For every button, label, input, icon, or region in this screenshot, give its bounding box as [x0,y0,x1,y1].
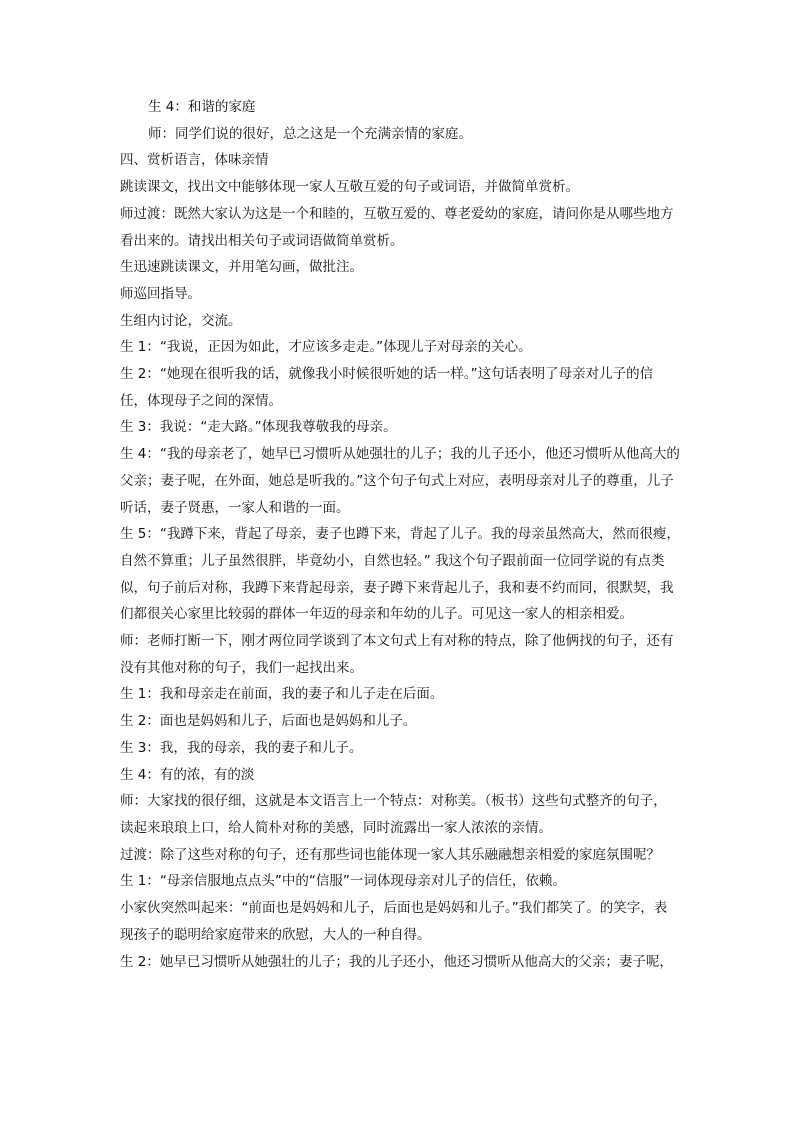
paragraph: 生 2：“她现在很听我的话，就像我小时候很听她的话一样。”这句话表明了母亲对儿子的信任，体现母子之间的深情。 [120,366,654,409]
paragraph: 师：老师打断一下，刚才两位同学谈到了本文句式上有对称的特点，除了他俩找的句子，还有没有其他对称的句子，我们一起找出来。 [120,633,674,676]
paragraph: 生 4：有的浓，有的淡 [120,766,255,783]
paragraph: 师：同学们说的很好，总之这是一个充满亲情的家庭。 [148,125,472,142]
paragraph: 生组内讨论，交流。 [120,312,242,329]
paragraph: 生 5：“我蹲下来，背起了母亲，妻子也蹲下来，背起了儿子。我的母亲虽然高大，然而很瘦，自然不算重；儿子虽然很胖，毕竟幼小，自然也轻。” 我这个句子跟前面一位同学说的有点类似，句子前后对称，我蹲下来背起母亲，妻子蹲下来背起儿子，我和妻不约而同，很默契，我们都很关心家里比较弱的群体一年迈的母亲和年幼的儿子。可见这一家人的相亲相爱。 [120,526,680,623]
paragraph: 生迅速跳读课文，并用笔勾画，做批注。 [120,259,363,276]
paragraph: 生 1：“母亲信服地点点头”中的“信服”一词体现母亲对儿子的信任，依赖。 [120,873,566,890]
section-heading: 四、赏析语言，体味亲情 [120,152,269,169]
paragraph: 生 3：我说：“走大路。”体现我尊敬我的母亲。 [120,419,397,436]
paragraph: 师巡回指导。 [120,285,201,302]
paragraph: 师过渡：既然大家认为这是一个和睦的，互敬互爱的、尊老爱幼的家庭，请问你是从哪些地方看出来的。请找出相关句子或词语做简单赏析。 [120,205,674,249]
paragraph: 生 4：“我的母亲老了，她早已习惯听从她强壮的儿子；我的儿子还小，他还习惯听从他高大的父亲；妻子呢，在外面，她总是听我的。”这个句子句式上对应，表明母亲对儿子的尊重，儿子听话，妻子贤惠，一家人和谐的一面。 [120,446,680,516]
paragraph: 师：大家找的很仔细，这就是本文语言上一个特点：对称美。（板书）这些句式整齐的句子，读起来琅琅上口，给人简朴对称的美感，同时流露出一家人浓浓的亲情。 [120,793,667,836]
paragraph: 生 2：她早已习惯听从她强壮的儿子；我的儿子还小，他还习惯听从他高大的父亲；妻子呢， [120,953,673,970]
paragraph: 生 4：和谐的家庭 [148,99,256,115]
paragraph: 生 2：面也是妈妈和儿子，后面也是妈妈和儿子。 [120,713,417,730]
paragraph: 生 1：“我说，正因为如此，才应该多走走。”体现儿子对母亲的关心。 [120,339,532,356]
paragraph: 小家伙突然叫起来：“前面也是妈妈和儿子，后面也是妈妈和儿子。”我们都笑了。的笑字，表现孩子的聪明给家庭带来的欣慰，大人的一种自得。 [120,900,668,943]
paragraph: 生 3：我，我的母亲，我的妻子和儿子。 [120,739,363,756]
paragraph: 跳读课文，找出文中能够体现一家人互敬互爱的句子或词语，并做简单赏析。 [120,179,579,196]
paragraph: 过渡：除了这些对称的句子，还有那些词也能体现一家人其乐融融想亲相爱的家庭氛围呢？ [120,846,660,863]
paragraph: 生 1：我和母亲走在前面，我的妻子和儿子走在后面。 [120,686,444,703]
document-body [120,94,680,975]
